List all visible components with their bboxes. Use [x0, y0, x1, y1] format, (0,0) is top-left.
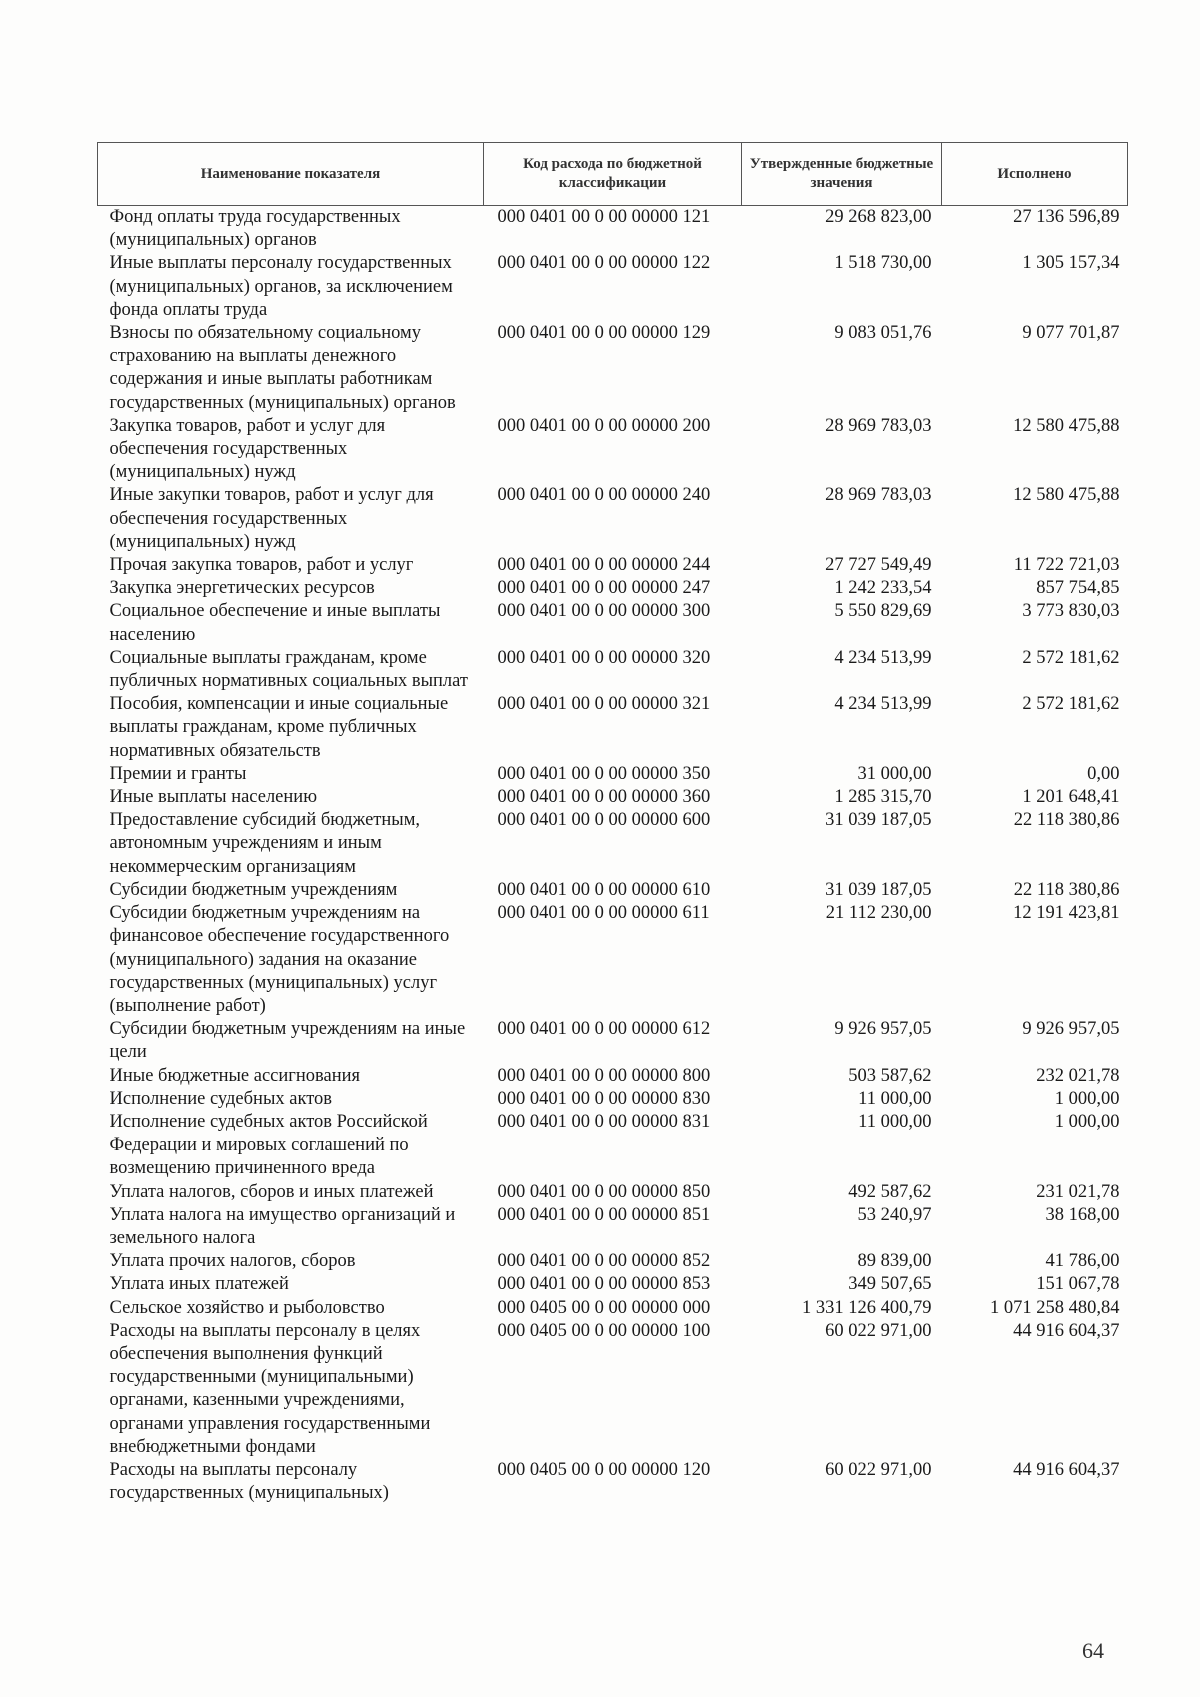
row-code-cell: 000 0405 00 0 00 00000 120: [497, 1459, 711, 1480]
row-code-cell: 000 0401 00 0 00 00000 610: [497, 879, 711, 900]
row-name-cell: Расходы на выплаты персоналу в целях обеспечения выполнения функций государственными (муниципальными) органами, казенными учреждениями, органами управления государственными внебюджетными фондами: [109, 1320, 431, 1457]
row-name-cell: Взносы по обязательному социальному страхованию на выплаты денежного содержания и иные выплаты работникам государственных (муниципальных) органов: [109, 323, 456, 413]
table-row: [98, 879, 1128, 902]
table-row: [98, 484, 1128, 554]
row-code-cell: 000 0401 00 0 00 00000 831: [497, 1111, 711, 1132]
row-code-cell: 000 0401 00 0 00 00000 240: [497, 485, 711, 506]
row-executed-cell: 12 191 423,81: [1013, 903, 1120, 924]
row-approved-cell: 60 022 971,00: [825, 1459, 932, 1480]
table-header: [98, 143, 1128, 206]
table-row: [98, 693, 1128, 763]
row-name-cell: Сельское хозяйство и рыболовство: [109, 1297, 385, 1318]
row-executed-cell: 231 021,78: [1036, 1181, 1120, 1202]
row-executed-cell: 27 136 596,89: [1013, 207, 1120, 227]
row-name-cell: Социальное обеспечение и иные выплаты населению: [109, 601, 441, 645]
row-executed-cell: 0,00: [1087, 763, 1120, 784]
row-executed-cell: 44 916 604,37: [1013, 1459, 1120, 1480]
row-executed-cell: 22 118 380,86: [1013, 810, 1120, 831]
table-row: [98, 1018, 1128, 1064]
row-approved-cell: 21 112 230,00: [825, 903, 932, 924]
row-name-cell: Предоставление субсидий бюджетным, автономным учреждениям и иным некоммерческим организациям: [109, 810, 421, 877]
row-code-cell: 000 0401 00 0 00 00000 360: [497, 787, 711, 808]
row-approved-cell: 89 839,00: [857, 1251, 932, 1272]
row-executed-cell: 857 754,85: [1036, 578, 1120, 599]
row-approved-cell: 1 285 315,70: [834, 787, 932, 808]
row-name-cell: Уплата иных платежей: [109, 1274, 289, 1295]
header-code: Код расхода по бюджетной классификации: [484, 143, 742, 206]
row-code-cell: 000 0405 00 0 00 00000 000: [497, 1297, 711, 1318]
table-row: [98, 763, 1128, 786]
table-row: [98, 1297, 1128, 1320]
row-approved-cell: 60 022 971,00: [825, 1320, 932, 1341]
header-approved: Утвержденные бюджетные значения: [742, 143, 942, 206]
row-executed-cell: 2 572 181,62: [1022, 647, 1120, 668]
table-row: [98, 1088, 1128, 1111]
table-row: [98, 1459, 1128, 1505]
row-code-cell: 000 0401 00 0 00 00000 320: [497, 647, 711, 668]
row-name-cell: Иные закупки товаров, работ и услуг для обеспечения государственных (муниципальных) нужд: [109, 485, 434, 552]
row-approved-cell: 492 587,62: [848, 1181, 932, 1202]
row-approved-cell: 31 000,00: [857, 763, 932, 784]
table-row: [98, 1065, 1128, 1088]
row-approved-cell: 11 000,00: [858, 1088, 932, 1109]
row-approved-cell: 4 234 513,99: [834, 694, 932, 715]
page-number: 64: [1082, 1638, 1104, 1663]
row-approved-cell: 4 234 513,99: [834, 647, 932, 668]
row-code-cell: 000 0405 00 0 00 00000 100: [497, 1320, 711, 1341]
row-approved-cell: 11 000,00: [858, 1111, 932, 1132]
row-code-cell: 000 0401 00 0 00 00000 129: [497, 323, 711, 344]
row-approved-cell: 503 587,62: [848, 1065, 932, 1086]
row-code-cell: 000 0401 00 0 00 00000 612: [497, 1019, 711, 1040]
table-row: [98, 1181, 1128, 1204]
row-executed-cell: 41 786,00: [1045, 1251, 1120, 1272]
row-name-cell: Субсидии бюджетным учреждениям на финансовое обеспечение государственного (муниципального) задания на оказание государственных (муниципальных) услуг (выполнение работ): [109, 903, 450, 1016]
row-approved-cell: 31 039 187,05: [825, 879, 932, 900]
row-approved-cell: 1 331 126 400,79: [802, 1297, 932, 1318]
header-executed: Исполнено: [942, 143, 1128, 206]
table-row: [98, 647, 1128, 693]
row-name-cell: Пособия, компенсации и иные социальные выплаты гражданам, кроме публичных нормативных обязательств: [109, 694, 449, 761]
row-name-cell: Фонд оплаты труда государственных (муниципальных) органов: [109, 207, 401, 251]
row-code-cell: 000 0401 00 0 00 00000 851: [497, 1204, 711, 1225]
row-name-cell: Субсидии бюджетным учреждениям на иные цели: [109, 1019, 466, 1063]
row-approved-cell: 5 550 829,69: [834, 601, 932, 622]
row-name-cell: Премии и гранты: [109, 763, 247, 784]
table-row: [98, 322, 1128, 415]
table-body: [98, 206, 1128, 1506]
row-name-cell: Уплата налогов, сборов и иных платежей: [109, 1181, 434, 1202]
row-executed-cell: 1 201 648,41: [1022, 787, 1120, 808]
row-name-cell: Иные выплаты населению: [109, 787, 318, 808]
row-code-cell: 000 0401 00 0 00 00000 800: [497, 1065, 711, 1086]
row-code-cell: 000 0401 00 0 00 00000 244: [497, 555, 711, 576]
row-name-cell: Расходы на выплаты персоналу государственных (муниципальных): [109, 1459, 389, 1504]
budget-table: [97, 142, 1128, 1505]
row-approved-cell: 29 268 823,00: [825, 207, 932, 227]
row-approved-cell: 9 083 051,76: [834, 323, 932, 344]
table-row: [98, 206, 1128, 253]
row-executed-cell: 38 168,00: [1045, 1204, 1120, 1225]
row-executed-cell: 9 926 957,05: [1022, 1019, 1120, 1040]
row-executed-cell: 12 580 475,88: [1013, 415, 1120, 436]
row-executed-cell: 3 773 830,03: [1022, 601, 1120, 622]
row-executed-cell: 232 021,78: [1036, 1065, 1120, 1086]
row-executed-cell: 12 580 475,88: [1013, 485, 1120, 506]
row-approved-cell: 27 727 549,49: [825, 555, 932, 576]
row-executed-cell: 1 000,00: [1054, 1088, 1120, 1109]
row-name-cell: Исполнение судебных актов Российской Федерации и мировых соглашений по возмещению причиненного вреда: [109, 1111, 428, 1179]
row-executed-cell: 9 077 701,87: [1022, 323, 1120, 344]
table-row: [98, 554, 1128, 577]
row-code-cell: 000 0401 00 0 00 00000 852: [497, 1251, 711, 1272]
row-approved-cell: 9 926 957,05: [834, 1019, 932, 1040]
row-code-cell: 000 0401 00 0 00 00000 350: [497, 763, 711, 784]
row-name-cell: Закупка энергетических ресурсов: [109, 578, 375, 599]
row-name-cell: Иные бюджетные ассигнования: [109, 1065, 361, 1086]
row-executed-cell: 44 916 604,37: [1013, 1320, 1120, 1341]
table-row: [98, 809, 1128, 879]
row-executed-cell: 11 722 721,03: [1013, 555, 1120, 576]
row-name-cell: Субсидии бюджетным учреждениям: [109, 879, 398, 900]
header-row: [98, 143, 1128, 206]
row-executed-cell: 1 071 258 480,84: [990, 1297, 1120, 1318]
row-approved-cell: 1 518 730,00: [834, 253, 932, 274]
row-approved-cell: 1 242 233,54: [834, 578, 932, 599]
row-name-cell: Прочая закупка товаров, работ и услуг: [109, 555, 414, 576]
row-code-cell: 000 0401 00 0 00 00000 853: [497, 1274, 711, 1295]
table-row: [98, 902, 1128, 1018]
table-row: [98, 415, 1128, 485]
row-approved-cell: 31 039 187,05: [825, 810, 932, 831]
table-row: [98, 1320, 1128, 1459]
row-executed-cell: 1 000,00: [1054, 1111, 1120, 1132]
table-row: [98, 1273, 1128, 1296]
row-code-cell: 000 0401 00 0 00 00000 200: [497, 415, 711, 436]
row-code-cell: 000 0401 00 0 00 00000 611: [497, 903, 710, 924]
row-approved-cell: 28 969 783,03: [825, 485, 932, 506]
table-row: [98, 577, 1128, 600]
row-name-cell: Закупка товаров, работ и услуг для обеспечения государственных (муниципальных) нужд: [109, 415, 386, 483]
table-row: [98, 786, 1128, 809]
row-code-cell: 000 0401 00 0 00 00000 300: [497, 601, 711, 622]
row-executed-cell: 1 305 157,34: [1022, 253, 1120, 274]
row-code-cell: 000 0401 00 0 00 00000 121: [497, 207, 711, 227]
row-name-cell: Социальные выплаты гражданам, кроме публичных нормативных социальных выплат: [109, 647, 468, 692]
row-approved-cell: 349 507,65: [848, 1274, 932, 1295]
table-row: [98, 252, 1128, 322]
row-code-cell: 000 0401 00 0 00 00000 321: [497, 694, 711, 715]
row-name-cell: Уплата прочих налогов, сборов: [109, 1251, 356, 1272]
row-executed-cell: 2 572 181,62: [1022, 694, 1120, 715]
row-name-cell: Уплата налога на имущество организаций и земельного налога: [109, 1204, 456, 1248]
row-code-cell: 000 0401 00 0 00 00000 830: [497, 1088, 711, 1109]
budget-table-wrapper: [97, 142, 1127, 1505]
row-code-cell: 000 0401 00 0 00 00000 600: [497, 810, 711, 831]
table-row: [98, 1250, 1128, 1273]
row-code-cell: 000 0401 00 0 00 00000 247: [497, 578, 711, 599]
table-row: [98, 1111, 1128, 1181]
row-executed-cell: 151 067,78: [1036, 1274, 1120, 1295]
header-name: Наименование показателя: [98, 143, 484, 206]
row-approved-cell: 53 240,97: [857, 1204, 932, 1225]
row-name-cell: Исполнение судебных актов: [109, 1088, 333, 1109]
row-executed-cell: 22 118 380,86: [1013, 879, 1120, 900]
row-approved-cell: 28 969 783,03: [825, 415, 932, 436]
row-code-cell: 000 0401 00 0 00 00000 850: [497, 1181, 711, 1202]
table-row: [98, 600, 1128, 646]
row-name-cell: Иные выплаты персоналу государственных (муниципальных) органов, за исключением фонда оплаты труда: [109, 253, 453, 320]
row-code-cell: 000 0401 00 0 00 00000 122: [497, 253, 711, 274]
table-row: [98, 1204, 1128, 1250]
